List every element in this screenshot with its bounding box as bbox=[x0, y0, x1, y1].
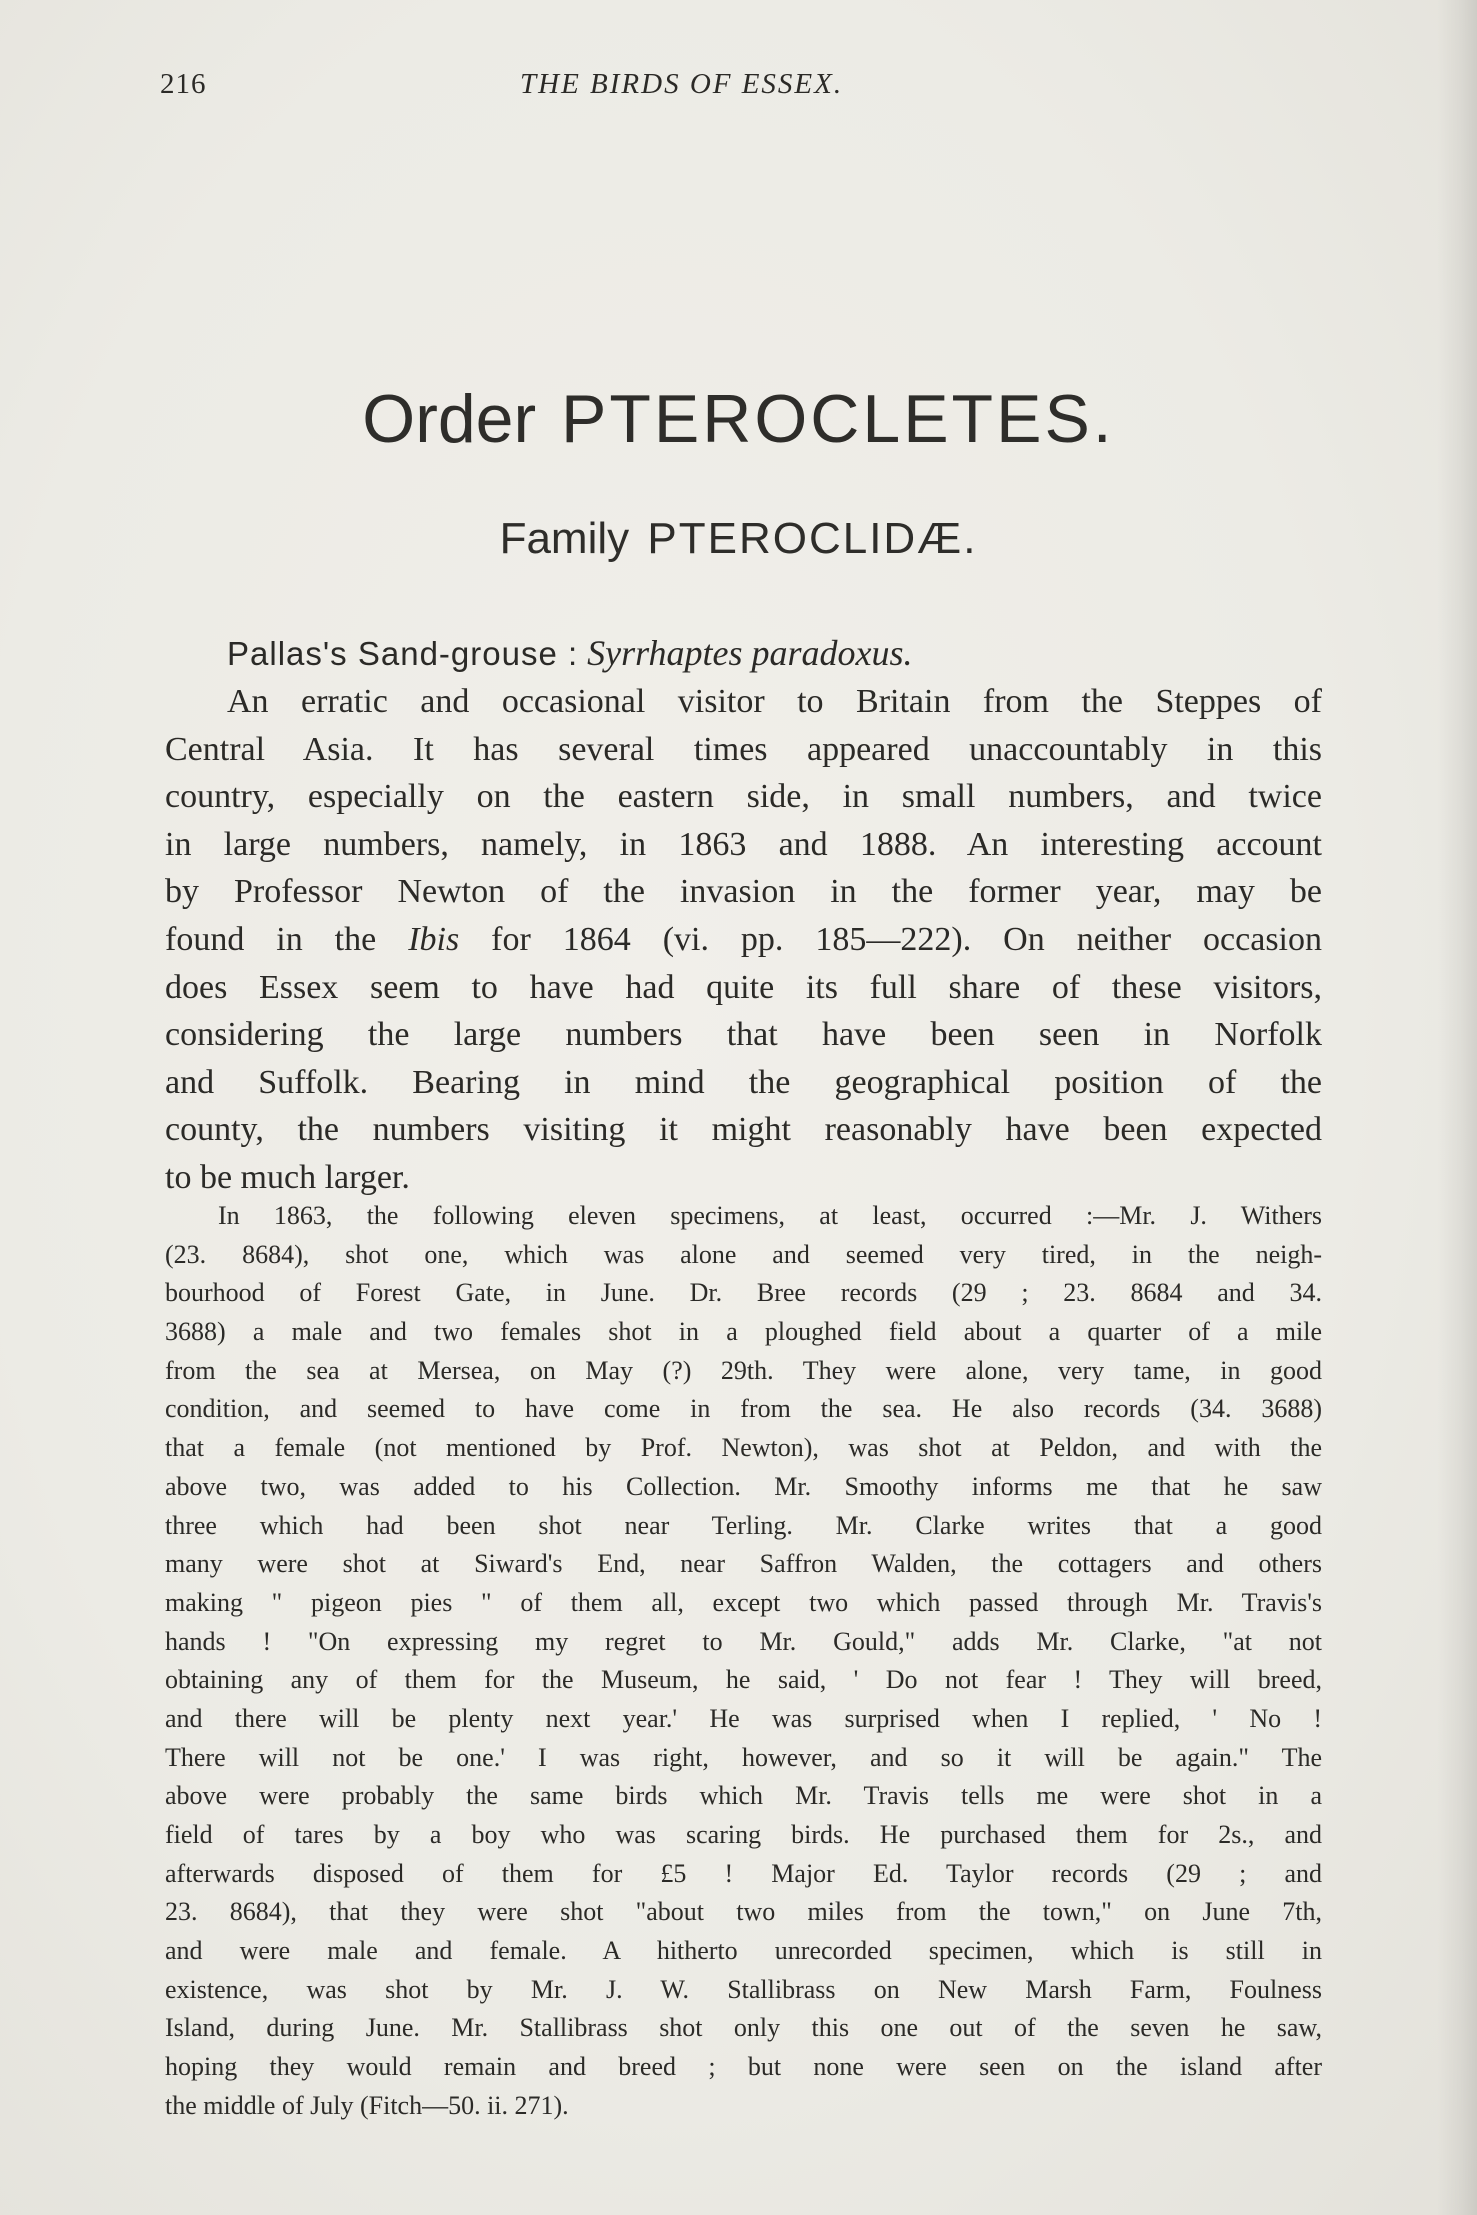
page-edge-shadow bbox=[1437, 0, 1477, 2215]
family-heading bbox=[0, 514, 1477, 564]
running-head: THE BIRDS OF ESSEX. bbox=[520, 68, 844, 100]
main-paragraph bbox=[165, 678, 1322, 1202]
records-paragraph-line: In 1863, the following eleven specimens, at least, occurred :—Mr. J. Withers bbox=[218, 1201, 1322, 1230]
records-paragraph bbox=[165, 1197, 1322, 2126]
main-paragraph-line: found in the Ibis for 1864 (vi. pp. 185—222). On neither occasion bbox=[165, 920, 1322, 958]
species-heading bbox=[227, 632, 1327, 674]
records-paragraph-line: many were shot at Siward's End, near Saffron Walden, the cottagers and others bbox=[165, 1549, 1322, 1579]
order-name: PTEROCLETES. bbox=[561, 381, 1115, 457]
records-paragraph-line: obtaining any of them for the Museum, he said, ' Do not fear ! They will breed, bbox=[165, 1665, 1322, 1695]
records-paragraph-line: hoping they would remain and breed ; but none were seen on the island after bbox=[165, 2052, 1322, 2082]
main-paragraph-line: Central Asia. It has several times appeared unaccountably in this bbox=[165, 730, 1322, 768]
main-paragraph-line: by Professor Newton of the invasion in the former year, may be bbox=[165, 873, 1322, 911]
records-paragraph-line: There will not be one.' I was right, however, and so it will be again." The bbox=[165, 1742, 1322, 1772]
family-word: Family bbox=[499, 514, 630, 563]
records-paragraph-line: condition, and seemed to have come in from the sea. He also records (34. 3688) bbox=[165, 1394, 1322, 1424]
main-paragraph-line: county, the numbers visiting it might reasonably have been expected bbox=[165, 1111, 1322, 1149]
species-latin-name: Syrrhaptes paradoxus. bbox=[587, 633, 913, 673]
records-paragraph-line: (23. 8684), shot one, which was alone and seemed very tired, in the neigh- bbox=[165, 1239, 1322, 1269]
order-heading bbox=[0, 380, 1477, 458]
records-paragraph-line: Island, during June. Mr. Stallibrass shot only this one out of the seven he saw, bbox=[165, 2013, 1322, 2043]
page-header bbox=[160, 68, 1320, 108]
main-paragraph-line: An erratic and occasional visitor to Britain from the Steppes of bbox=[227, 683, 1322, 720]
records-paragraph-line: hands ! "On expressing my regret to Mr. Gould," adds Mr. Clarke, "at not bbox=[165, 1626, 1322, 1656]
records-paragraph-line: three which had been shot near Terling. Mr. Clarke writes that a good bbox=[165, 1510, 1322, 1540]
records-paragraph-line: the middle of July (Fitch—50. ii. 271). bbox=[165, 2090, 569, 2120]
main-paragraph-line: and Suffolk. Bearing in mind the geographical position of the bbox=[165, 1063, 1322, 1101]
records-paragraph-line: above were probably the same birds which Mr. Travis tells me were shot in a bbox=[165, 1781, 1322, 1811]
order-word: Order bbox=[362, 381, 537, 457]
main-paragraph-line: considering the large numbers that have been seen in Norfolk bbox=[165, 1016, 1322, 1054]
records-paragraph-line: that a female (not mentioned by Prof. Newton), was shot at Peldon, and with the bbox=[165, 1433, 1322, 1463]
records-paragraph-line: 3688) a male and two females shot in a ploughed field about a quarter of a mile bbox=[165, 1317, 1322, 1347]
main-paragraph-line: does Essex seem to have had quite its full share of these visitors, bbox=[165, 968, 1322, 1006]
records-paragraph-line: and were male and female. A hitherto unrecorded specimen, which is still in bbox=[165, 1936, 1322, 1966]
records-paragraph-line: afterwards disposed of them for £5 ! Major Ed. Taylor records (29 ; and bbox=[165, 1858, 1322, 1888]
main-paragraph-line: country, especially on the eastern side, in small numbers, and twice bbox=[165, 778, 1322, 816]
records-paragraph-line: field of tares by a boy who was scaring birds. He purchased them for 2s., and bbox=[165, 1820, 1322, 1849]
main-paragraph-line: in large numbers, namely, in 1863 and 1888. An interesting account bbox=[165, 825, 1322, 863]
species-common-name: Pallas's Sand-grouse : bbox=[227, 635, 579, 672]
records-paragraph-line: 23. 8684), that they were shot "about two miles from the town," on June 7th, bbox=[165, 1897, 1322, 1927]
records-paragraph-line: existence, was shot by Mr. J. W. Stallibrass on New Marsh Farm, Foulness bbox=[165, 1974, 1322, 2004]
family-name: PTEROCLIDÆ. bbox=[647, 514, 978, 563]
page-number: 216 bbox=[160, 68, 207, 100]
records-paragraph-line: above two, was added to his Collection. Mr. Smoothy informs me that he saw bbox=[165, 1471, 1322, 1501]
records-paragraph-line: bourhood of Forest Gate, in June. Dr. Bree records (29 ; 23. 8684 and 34. bbox=[165, 1278, 1322, 1308]
records-paragraph-line: and there will be plenty next year.' He was surprised when I replied, ' No ! bbox=[165, 1703, 1322, 1733]
records-paragraph-line: making " pigeon pies " of them all, except two which passed through Mr. Travis's bbox=[165, 1587, 1322, 1617]
main-paragraph-line: to be much larger. bbox=[165, 1158, 410, 1196]
records-paragraph-line: from the sea at Mersea, on May (?) 29th. They were alone, very tame, in good bbox=[165, 1355, 1322, 1385]
